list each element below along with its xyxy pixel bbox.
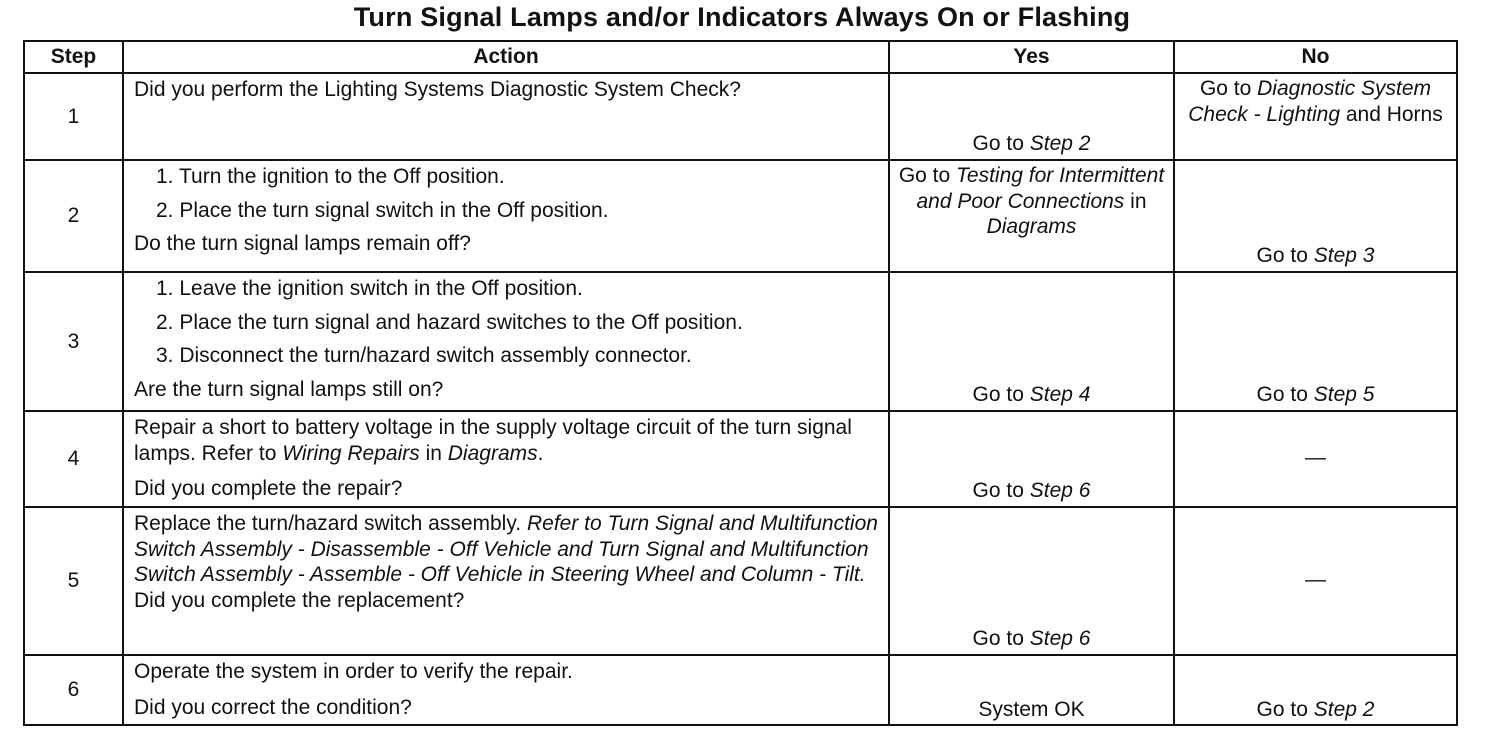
action-item: 1. Leave the ignition switch in the Off position. bbox=[156, 277, 583, 300]
action-question: Did you correct the condition? bbox=[134, 695, 412, 719]
yes-prefix: Go to bbox=[972, 383, 1030, 407]
step-number: 5 bbox=[24, 507, 123, 655]
no-cell bbox=[1174, 655, 1457, 725]
action-text bbox=[134, 511, 880, 588]
yes-reference-link-2: Diagrams bbox=[986, 215, 1077, 239]
no-step-link: Step 3 bbox=[1313, 244, 1375, 268]
action-text-part: Repair a short to battery voltage in the supply voltage circuit of the turn signal lamps. Refer to bbox=[134, 416, 852, 465]
yes-step-link: Step 6 bbox=[1029, 627, 1091, 651]
no-prefix: Go to bbox=[1256, 244, 1314, 268]
action-question: Are the turn signal lamps still on? bbox=[134, 377, 444, 401]
action-text bbox=[134, 415, 880, 466]
no-cell: — bbox=[1174, 507, 1457, 655]
yes-cell bbox=[889, 272, 1174, 411]
no-reference-link: Diagnostic System Check - Lighting bbox=[1188, 77, 1432, 126]
no-step-link: Step 2 bbox=[1313, 697, 1375, 721]
action-question: Did you complete the repair? bbox=[134, 477, 403, 501]
yes-prefix: Go to bbox=[972, 627, 1030, 651]
no-prefix: Go to bbox=[1256, 697, 1314, 721]
no-cell bbox=[1174, 73, 1457, 160]
action-question: Do the turn signal lamps remain off? bbox=[134, 232, 471, 256]
step-number: 6 bbox=[24, 655, 123, 725]
step-number: 2 bbox=[24, 160, 123, 272]
action-text-part: Replace the turn/hazard switch assembly. bbox=[134, 512, 527, 535]
no-cell bbox=[1174, 160, 1457, 272]
yes-prefix: Go to bbox=[972, 479, 1030, 503]
action-cell bbox=[123, 411, 889, 507]
action-cell bbox=[123, 655, 889, 725]
yes-reference-link: Testing for Intermittent and Poor Connections bbox=[916, 164, 1165, 213]
yes-mid: in bbox=[1124, 189, 1147, 213]
action-text-part: . bbox=[537, 441, 544, 465]
no-prefix: Go to bbox=[1199, 77, 1258, 100]
table-row bbox=[24, 507, 1457, 655]
action-question: Did you complete the replacement? bbox=[134, 588, 465, 612]
diagnostic-table bbox=[23, 40, 1458, 726]
no-cell: — bbox=[1174, 411, 1457, 507]
yes-prefix: Go to bbox=[898, 164, 957, 187]
action-reference-link: Refer to Turn Signal and Multifunction Switch Assembly - Disassemble - Off Vehicle and Turn Signal and Multifunction Switch Assembly - Assemble - Off Vehicle in Steering Wheel and Column - Tilt. bbox=[134, 512, 878, 587]
yes-prefix: Go to bbox=[972, 132, 1030, 156]
no-prefix: Go to bbox=[1256, 383, 1314, 407]
yes-step-link: Step 4 bbox=[1029, 383, 1091, 407]
action-item: 2. Place the turn signal and hazard switches to the Off position. bbox=[156, 310, 743, 334]
header-step: Step bbox=[24, 41, 123, 73]
action-text-part: in bbox=[419, 441, 448, 465]
yes-cell bbox=[889, 507, 1174, 655]
action-text: Operate the system in order to verify the repair. bbox=[134, 660, 573, 683]
action-cell bbox=[123, 272, 889, 411]
action-item: 3. Disconnect the turn/hazard switch assembly connector. bbox=[156, 344, 692, 368]
yes-cell: System OK bbox=[889, 655, 1174, 725]
step-number: 1 bbox=[24, 73, 123, 160]
table-row bbox=[24, 73, 1457, 160]
yes-step-link: Step 6 bbox=[1029, 479, 1091, 503]
no-step-link: Step 5 bbox=[1313, 383, 1375, 407]
action-reference-link: Wiring Repairs bbox=[282, 441, 420, 465]
header-action: Action bbox=[123, 41, 889, 73]
action-question: Did you perform the Lighting Systems Diagnostic System Check? bbox=[134, 78, 741, 101]
step-number: 4 bbox=[24, 411, 123, 507]
action-cell bbox=[123, 507, 889, 655]
header-no: No bbox=[1174, 41, 1457, 73]
table-row bbox=[24, 411, 1457, 507]
yes-cell bbox=[889, 160, 1174, 272]
yes-step-link: Step 2 bbox=[1029, 132, 1091, 156]
step-number: 3 bbox=[24, 272, 123, 411]
action-item: 1. Turn the ignition to the Off position. bbox=[156, 165, 505, 188]
page-title: Turn Signal Lamps and/or Indicators Always On or Flashing bbox=[353, 2, 1131, 32]
action-cell bbox=[123, 160, 889, 272]
action-item: 2. Place the turn signal switch in the Off position. bbox=[156, 198, 609, 222]
no-suffix: and Horns bbox=[1340, 102, 1443, 126]
header-row bbox=[24, 41, 1457, 73]
action-reference-link-2: Diagrams bbox=[447, 441, 538, 465]
yes-cell bbox=[889, 411, 1174, 507]
header-yes: Yes bbox=[889, 41, 1174, 73]
table-row bbox=[24, 272, 1457, 411]
action-cell bbox=[123, 73, 889, 160]
yes-cell bbox=[889, 73, 1174, 160]
no-cell bbox=[1174, 272, 1457, 411]
table-row bbox=[24, 160, 1457, 272]
table-row bbox=[24, 655, 1457, 725]
